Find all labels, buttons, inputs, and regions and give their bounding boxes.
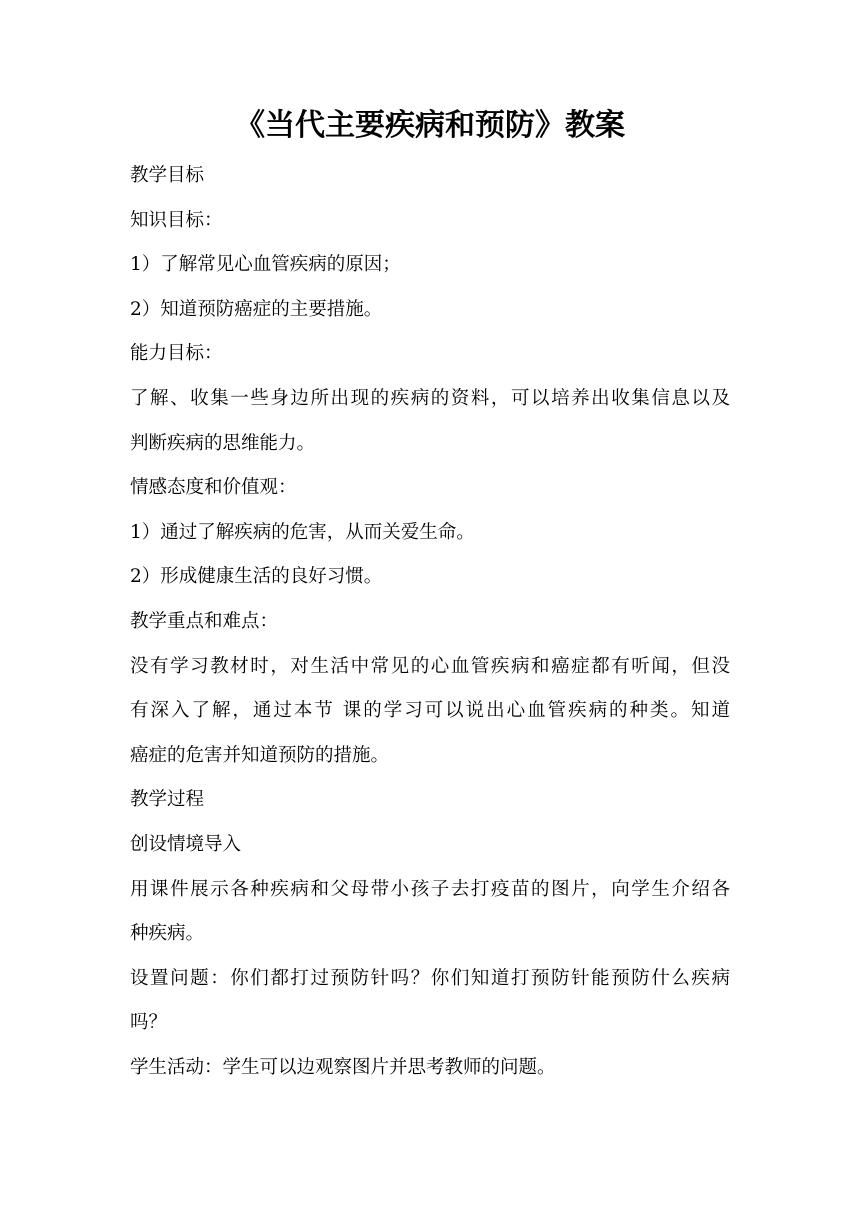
paragraph: [130, 555, 730, 600]
paragraph: [130, 868, 730, 957]
paragraph-line: 吗？: [130, 1012, 168, 1034]
paragraph-line: 设置问题：你们都打过预防针吗？你们知道打预防针能预防什么疾病: [130, 967, 730, 989]
paragraph-line: 能力目标：: [130, 343, 223, 365]
paragraph: [130, 511, 730, 556]
paragraph: [130, 1046, 730, 1091]
paragraph: [130, 332, 730, 377]
paragraph-line: 有深入了解，通过本节 课的学习可以说出心血管疾病的种类。知道: [130, 700, 730, 722]
paragraph-line: 学生活动：学生可以边观察图片并思考教师的问题。: [130, 1056, 556, 1078]
paragraph: [130, 199, 730, 244]
paragraph-line: 教学目标: [130, 165, 205, 186]
paragraph-line: 判断疾病的思维能力。: [130, 432, 316, 454]
paragraph: [130, 466, 730, 511]
paragraph: [130, 243, 730, 288]
paragraph-line: 癌症的危害并知道预防的措施。: [130, 744, 390, 766]
paragraph-line: 了解、收集一些身边所出现的疾病的资料，可以培养出收集信息以及: [130, 387, 730, 409]
paragraph: [130, 154, 730, 199]
paragraph: [130, 823, 730, 868]
paragraph-line: 知识目标：: [130, 209, 223, 231]
paragraph-line: 创设情境导入: [130, 833, 242, 855]
paragraph-line: 种疾病。: [130, 923, 205, 945]
document-body: [130, 154, 730, 1090]
paragraph: [130, 778, 730, 823]
paragraph: [130, 377, 730, 466]
document-title: 《当代主要疾病和预防》教案: [235, 108, 625, 143]
paragraph-line: 没有学习教材时，对生活中常见的心血管疾病和癌症都有听闻，但没: [130, 655, 730, 677]
paragraph-line: 2）形成健康生活的良好习惯。: [130, 566, 383, 588]
paragraph-line: 教学重点和难点：: [130, 610, 279, 632]
paragraph-line: 教学过程: [130, 789, 205, 811]
paragraph-line: 情感态度和价值观：: [130, 477, 297, 499]
paragraph-line: 用课件展示各种疾病和父母带小孩子去打疫苗的图片，向学生介绍各: [130, 878, 730, 900]
paragraph: [130, 645, 730, 779]
paragraph-line: 1）了解常见心血管疾病的原因；: [130, 254, 401, 276]
paragraph-line: 2）知道预防癌症的主要措施。: [130, 298, 383, 320]
paragraph: [130, 957, 730, 1046]
paragraph-line: 1）通过了解疾病的危害，从而关爱生命。: [130, 521, 475, 543]
paragraph: [130, 600, 730, 645]
paragraph: [130, 288, 730, 333]
